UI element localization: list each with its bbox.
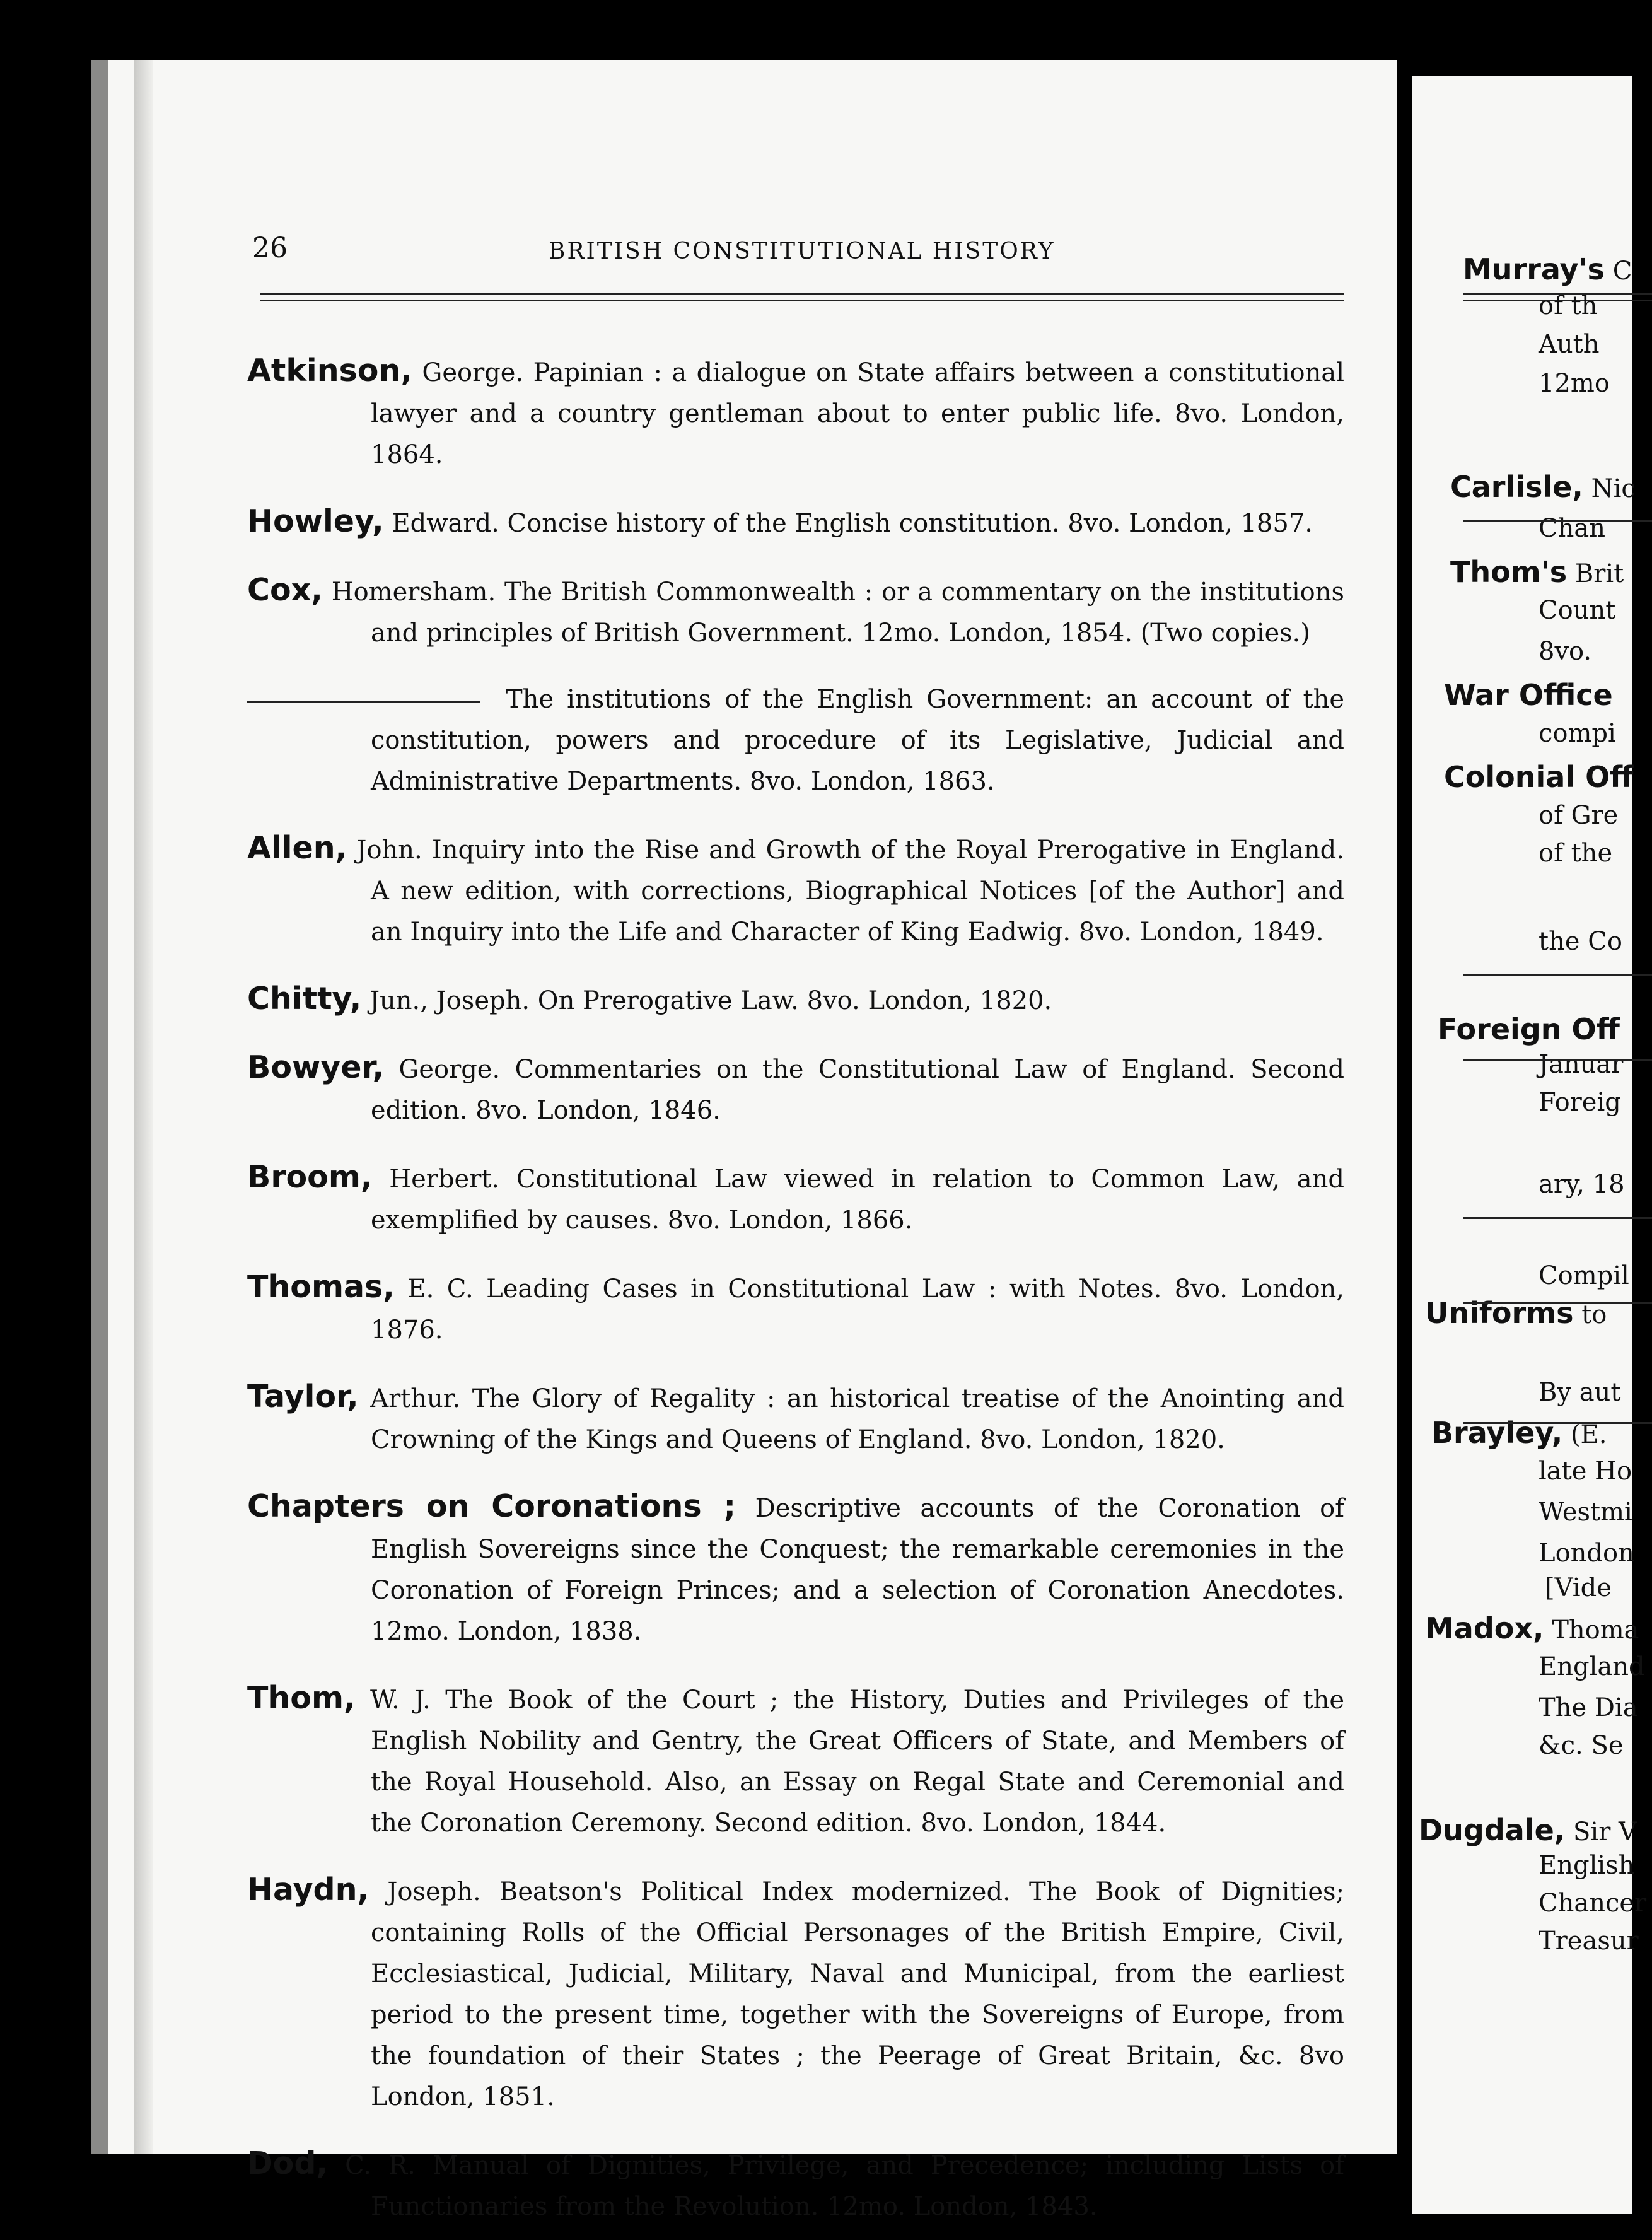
right-page-line-text: Januar xyxy=(1539,1050,1624,1079)
right-page-line xyxy=(1539,1378,1620,1407)
entry-cox: Cox, Homersham. The British Commonwealth : or a commentary on the institutions and principles of British Government. 12mo. London, 1854. (Two copies.) xyxy=(247,572,1345,648)
right-page-line xyxy=(1539,1261,1629,1290)
right-page-line xyxy=(1438,1012,1620,1046)
right-page-line-head: Madox, xyxy=(1425,1611,1544,1645)
right-page-line xyxy=(1539,369,1610,398)
entry-taylor: Taylor, Arthur. The Glory of Regality : an historical treatise of the Anointing and Crowning of the Kings and Queens of England. 8vo. London, 1820. xyxy=(247,1379,1344,1454)
entry-chitty: Chitty, Jun., Joseph. On Prerogative Law. 8vo. London, 1820. xyxy=(247,981,1052,1017)
right-page-line-text: Sir V xyxy=(1573,1817,1637,1846)
right-page-line xyxy=(1539,927,1622,956)
right-page-line xyxy=(1539,1170,1625,1199)
right-page-line-text: Chancer xyxy=(1539,1889,1647,1918)
right-page-line-head: Brayley, xyxy=(1431,1416,1563,1450)
right-page-line-text: C xyxy=(1612,257,1632,286)
entry-chapters-on-coronations: Chapters on Coronations ; Descriptive accounts of the Coronation of English Sovereigns since the Conquest; the remarkable ceremonies in the Coronation of Foreign Princes; and a selection of Coronation Anecdotes. 12mo. London, 1838. xyxy=(247,1488,1344,1646)
right-page-line-text: compi xyxy=(1539,719,1616,748)
right-page-line xyxy=(1539,1851,1634,1880)
right-page-line xyxy=(1539,801,1618,830)
ditto-dash xyxy=(247,701,480,703)
right-page-line xyxy=(1539,719,1616,748)
right-page-line xyxy=(1539,1652,1645,1681)
right-page-line-text: Auth xyxy=(1539,330,1600,359)
entry-bowyer: Bowyer, George. Commentaries on the Constitutional Law of England. Second edition. 8vo. London, 1846. xyxy=(247,1049,1345,1125)
right-page-line xyxy=(1463,252,1632,286)
right-page-line xyxy=(1539,1927,1639,1956)
right-page-line-text: Thoma xyxy=(1552,1616,1639,1645)
right-page-line-head: Dugdale, xyxy=(1419,1813,1566,1847)
right-page-line xyxy=(1539,1731,1624,1760)
right-page-line xyxy=(1539,1050,1623,1079)
right-page-line xyxy=(1539,637,1591,666)
right-page-line-text: 8vo. xyxy=(1539,637,1592,666)
right-page-line xyxy=(1419,1813,1637,1847)
right-page-line-head: Colonial Off xyxy=(1444,760,1634,794)
right-page-line xyxy=(1539,291,1597,320)
right-page-line xyxy=(1450,470,1636,504)
right-page-line xyxy=(1425,1611,1639,1645)
right-page-line-text: ary, 18 xyxy=(1539,1170,1625,1199)
entry-howley: Howley, Edward. Concise history of the English constitution. 8vo. London, 1857. xyxy=(247,503,1313,539)
right-page-line-text: Nic xyxy=(1591,474,1636,503)
right-page-rule xyxy=(1463,1422,1652,1424)
right-page-line-head: Uniforms xyxy=(1425,1296,1574,1330)
entry-haydn: Haydn, Joseph. Beatson's Political Index modernized. The Book of Dignities; containing Rolls of the Official Personages of the British Empire, Civil, Ecclesiastical, Judicial, Military, Naval and Municipal, from the earliest period to the present time, together with the Sovereigns of Europe, from the foundation of their States ; the Peerage of Great Britain, &c. 8vo London, 1851. xyxy=(247,1872,1344,2111)
right-page-line xyxy=(1539,1498,1632,1527)
right-page-rule xyxy=(1463,1302,1652,1304)
entry-broom: Broom, Herbert. Constitutional Law viewed in relation to Common Law, and exemplified by causes. 8vo. London, 1866. xyxy=(247,1159,1344,1235)
right-page-line-text: the Co xyxy=(1539,927,1622,956)
entry-thomas: Thomas, E. C. Leading Cases in Constitutional Law : with Notes. 8vo. London, 1876. xyxy=(247,1269,1344,1345)
right-page-line xyxy=(1539,1889,1646,1918)
right-page-line-head: Carlisle, xyxy=(1450,470,1583,504)
right-page-line-text: 12mo xyxy=(1539,369,1610,398)
right-page-line xyxy=(1539,839,1612,868)
right-page-line-text: of th xyxy=(1539,291,1598,320)
right-page-line xyxy=(1539,596,1615,625)
right-page-line xyxy=(1431,1416,1607,1450)
right-page-line-text: (E. xyxy=(1570,1420,1607,1449)
right-page-line-text: The Dia xyxy=(1539,1693,1638,1722)
right-page-line-head: Murray's xyxy=(1463,252,1605,286)
right-page-line xyxy=(1425,1296,1607,1330)
right-page-rule xyxy=(1463,974,1652,976)
right-page-line-head: Thom's xyxy=(1450,555,1568,589)
right-page-line-text: Foreig xyxy=(1539,1088,1621,1117)
right-page-line-text: London xyxy=(1539,1539,1634,1568)
right-page-line xyxy=(1539,330,1599,359)
right-page-line xyxy=(1539,1693,1638,1722)
header-rule-thin xyxy=(260,300,1344,301)
right-page xyxy=(1412,76,1647,2214)
right-page-line-text: Treasur xyxy=(1539,1927,1639,1956)
right-page-line xyxy=(1539,1088,1621,1117)
right-page-rule xyxy=(1463,520,1652,522)
right-page-line-text: &c. Se xyxy=(1539,1731,1624,1760)
right-page-line-text: Compil xyxy=(1539,1261,1629,1290)
right-page-line-text: of the xyxy=(1539,839,1613,868)
header-rule xyxy=(260,293,1344,295)
entry-allen: Allen, John. Inquiry into the Rise and Growth of the Royal Prerogative in England. A new edition, with corrections, Biographical Notices [of the Author] and an Inquiry into the Life and Character of King Eadwig. 8vo. London, 1849. xyxy=(247,830,1344,947)
right-page-line-text: English xyxy=(1539,1851,1635,1880)
right-page-rule xyxy=(1463,1217,1652,1219)
right-page-line xyxy=(1545,1573,1612,1602)
running-head: BRITISH CONSTITUTIONAL HISTORY xyxy=(549,238,1056,264)
right-page-line-text: Brit xyxy=(1574,559,1624,588)
entry-thom: Thom, W. J. The Book of the Court ; the History, Duties and Privileges of the English Nobility and Gentry, the Great Officers of State, and Members of the Royal Household. Also, an Essay on Regal State and Ceremonial and the Coronation Ceremony. Second edition. 8vo. London, 1844. xyxy=(247,1680,1345,1838)
bibliography-list xyxy=(247,325,1344,2235)
entry-cox-continued: The institutions of the English Government: an account of the constitution, powers and procedure of its Legislative, Judicial and Administrative Departments. 8vo. London, 1863. xyxy=(247,679,1344,802)
right-page-line-text: Count xyxy=(1539,596,1616,625)
right-page-line-text: to xyxy=(1581,1300,1607,1329)
right-page-line-text: late Ho xyxy=(1539,1457,1632,1486)
right-page-rule xyxy=(1463,1059,1652,1061)
right-page-line xyxy=(1539,1457,1632,1486)
entry-atkinson: Atkinson, George. Papinian : a dialogue on State affairs between a constitutional lawyer and a country gentleman about to enter public life. 8vo. London, 1864. xyxy=(247,353,1344,469)
page-number: 26 xyxy=(252,232,288,264)
right-page-line-text: By aut xyxy=(1539,1378,1621,1407)
right-page-line-text: [Vide xyxy=(1545,1573,1612,1602)
right-page-line-text: Westmi xyxy=(1539,1498,1632,1527)
right-page-line-text: of Gre xyxy=(1539,801,1619,830)
right-page-line-text: England xyxy=(1539,1652,1645,1681)
entry-dod: Dod, C. R. Manual of Dignities, Privilege, and Precedence; including Lists of Functionaries from the Revolution. 12mo. London, 1843. xyxy=(247,2145,1344,2221)
right-page-line xyxy=(1539,1539,1634,1568)
right-page-line-head: War Office xyxy=(1444,678,1613,712)
right-page-line-head: Foreign Off xyxy=(1438,1012,1620,1046)
right-page-line xyxy=(1450,555,1624,589)
right-page-line xyxy=(1444,760,1633,794)
right-page-line xyxy=(1539,514,1605,543)
page-edge xyxy=(134,60,153,2154)
right-page-line xyxy=(1444,678,1613,712)
right-page-line-text: Chan xyxy=(1539,514,1605,543)
